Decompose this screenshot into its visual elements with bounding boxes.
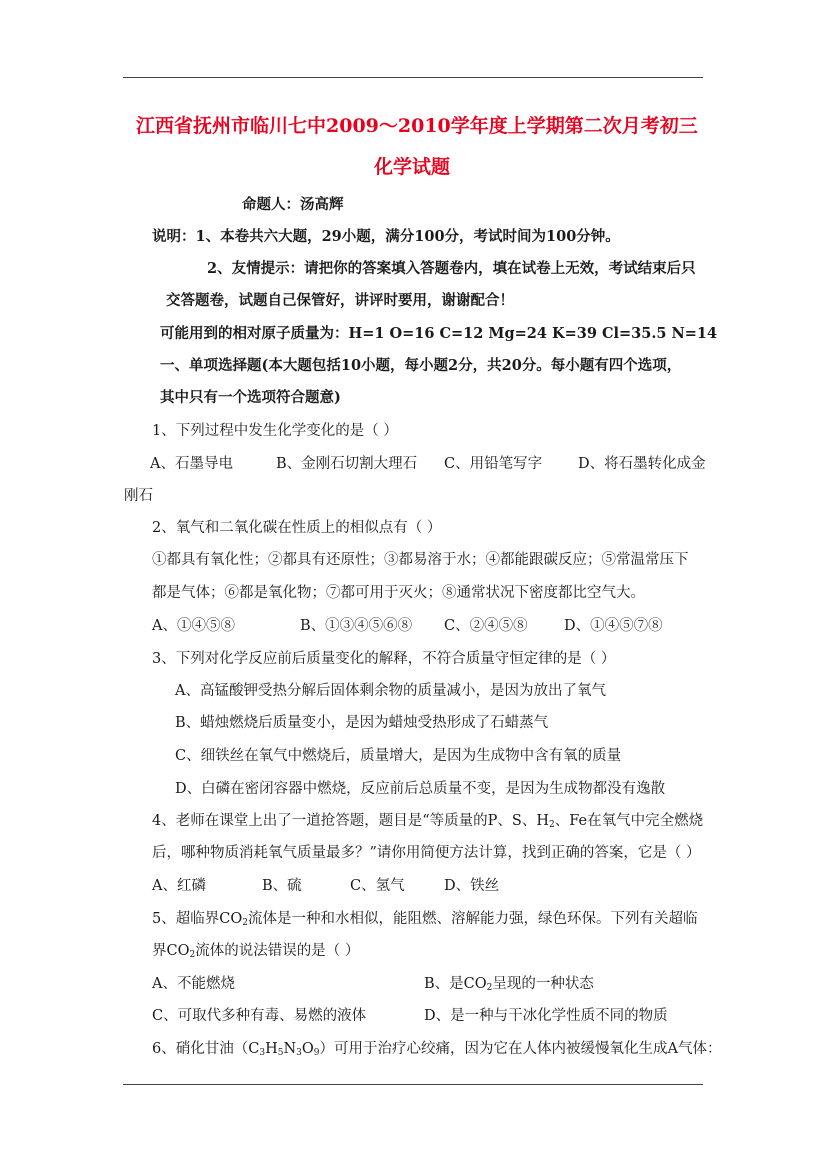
q4-stem-sub: 2 [548, 820, 555, 830]
q1-stem: 1、下列过程中发生化学变化的是（ ） [152, 423, 398, 439]
note-2-line1: 2、友情提示：请把你的答案填入答题卷内，填在试卷上无效，考试结束后只 [207, 260, 696, 277]
q6-sub-1: 3 [259, 1048, 266, 1058]
q6-sub-2: 5 [277, 1048, 284, 1058]
q5-option-b-part2: 呈现的一种状态 [492, 976, 594, 992]
q4-stem-line2: 后，哪种物质消耗氧气质量最多？”请你用简便方法计算，找到正确的答案，它是（ ） [152, 845, 701, 861]
q4-stem-part2: 、Fe在氧气中完全燃烧 [554, 813, 704, 829]
q5-stem-part4: 流体的说法错误的是（ ） [195, 943, 360, 959]
q4-option-d: D、铁丝 [444, 878, 500, 894]
q4-option-b: B、硫 [262, 878, 302, 894]
q1-option-d: D、将石墨转化成金 [578, 456, 706, 472]
q3-option-b: B、蜡烛燃烧后质量变小，是因为蜡烛受热形成了石蜡蒸气 [175, 715, 549, 731]
q5-stem-sub2: 2 [189, 950, 196, 960]
q5-option-a: A、不能燃烧 [152, 976, 235, 992]
q5-stem-sub: 2 [242, 918, 248, 928]
q5-option-b [424, 974, 594, 998]
q1-option-c: C、用铅笔写字 [444, 456, 543, 472]
page-title-line1: 江西省抚州市临川七中2009～2010学年度上学期第二次月考初三 [136, 115, 698, 137]
q3-option-d: D、白磷在密闭容器中燃烧，反应前后总质量不变，是因为生成物都没有逸散 [175, 781, 666, 797]
atomic-mass-line: 可能用到的相对原子质量为：H=1 O=16 C=12 Mg=24 K=39 Cl=35.5 N=14 [160, 325, 718, 342]
q3-option-a: A、高锰酸钾受热分解后固体剩余物的质量减小，是因为放出了氧气 [175, 683, 606, 699]
q2-stem: 2、氧气和二氧化碳在性质上的相似点有（ ） [152, 520, 442, 536]
q4-stem-part1: 4、老师在课堂上出了一道抢答题，题目是“等质量的P、S、H [152, 813, 549, 829]
q4-option-a: A、红磷 [152, 878, 206, 894]
q3-option-c: C、细铁丝在氧气中燃烧后，质量增大，是因为生成物中含有氧的质量 [175, 748, 622, 764]
q5-option-c: C、可取代多种有毒、易燃的液体 [152, 1008, 367, 1024]
q6-stem-part2: ）可用于治疗心绞痛，因为它在人体内被缓慢氧化生成A气体： [319, 1041, 722, 1057]
q2-option-b: B、①③④⑤⑥⑧ [300, 618, 413, 634]
q2-body-line2: 都是气体；⑥都是氧化物；⑦都可用于灭火；⑧通常状况下密度都比空气大。 [152, 585, 645, 601]
q6-el-o: O [301, 1041, 314, 1057]
q5-stem-line2 [152, 941, 359, 965]
section1-heading-line2: 其中只有一个选项符合题意) [160, 389, 341, 406]
note-2-line2: 交答题卷，试题自己保管好，讲评时要用，谢谢配合！ [166, 292, 514, 309]
author-line: 命题人：汤高辉 [242, 196, 344, 213]
q2-option-d: D、①④⑤⑦⑧ [564, 618, 663, 634]
q3-stem: 3、下列对化学反应前后质量变化的解释，不符合质量守恒定律的是（ ） [152, 651, 616, 667]
q5-stem-part2: 流体是一种和水相似，能阻燃、溶解能力强，绿色环保。下列有关超临 [247, 911, 698, 927]
q6-el-h: H [265, 1041, 278, 1057]
q4-option-c: C、氢气 [350, 878, 405, 894]
header-rule [123, 77, 703, 78]
note-1: 说明：1、本卷共六大题，29小题，满分100分，考试时间为100分钟。 [152, 228, 620, 245]
q1-option-b: B、金刚石切割大理石 [276, 456, 418, 472]
q5-option-b-part1: B、是CO [424, 976, 487, 992]
q6-el-n: N [283, 1041, 297, 1057]
q2-option-a: A、①④⑤⑧ [152, 618, 235, 634]
q6-sub-4: 9 [313, 1048, 320, 1058]
page-title-line2: 化学试题 [374, 156, 451, 178]
q6-sub-3: 3 [296, 1048, 302, 1058]
q6-stem [152, 1039, 721, 1063]
q1-option-a: A、石墨导电 [150, 456, 233, 472]
q5-option-d: D、是一种与干冰化学性质不同的物质 [424, 1008, 668, 1024]
q2-body-line1: ①都具有氧化性；②都具有还原性；③都易溶于水；④都能跟碳反应；⑤常温常压下 [152, 552, 689, 568]
q5-stem-part1: 5、超临界CO [152, 911, 243, 927]
q5-stem-line1 [152, 909, 697, 933]
q5-option-b-sub: 2 [486, 983, 493, 993]
q4-stem-line1 [152, 811, 703, 835]
footer-rule [123, 1084, 703, 1085]
section1-heading-line1: 一、单项选择题(本大题包括10小题，每小题2分，共20分。每小题有四个选项， [160, 357, 682, 374]
q5-stem-part3: 界CO [152, 943, 190, 959]
q1-option-d-cont: 刚石 [124, 488, 153, 504]
q6-stem-part1: 6、硝化甘油（C [152, 1041, 260, 1057]
q2-option-c: C、②④⑤⑧ [444, 618, 528, 634]
